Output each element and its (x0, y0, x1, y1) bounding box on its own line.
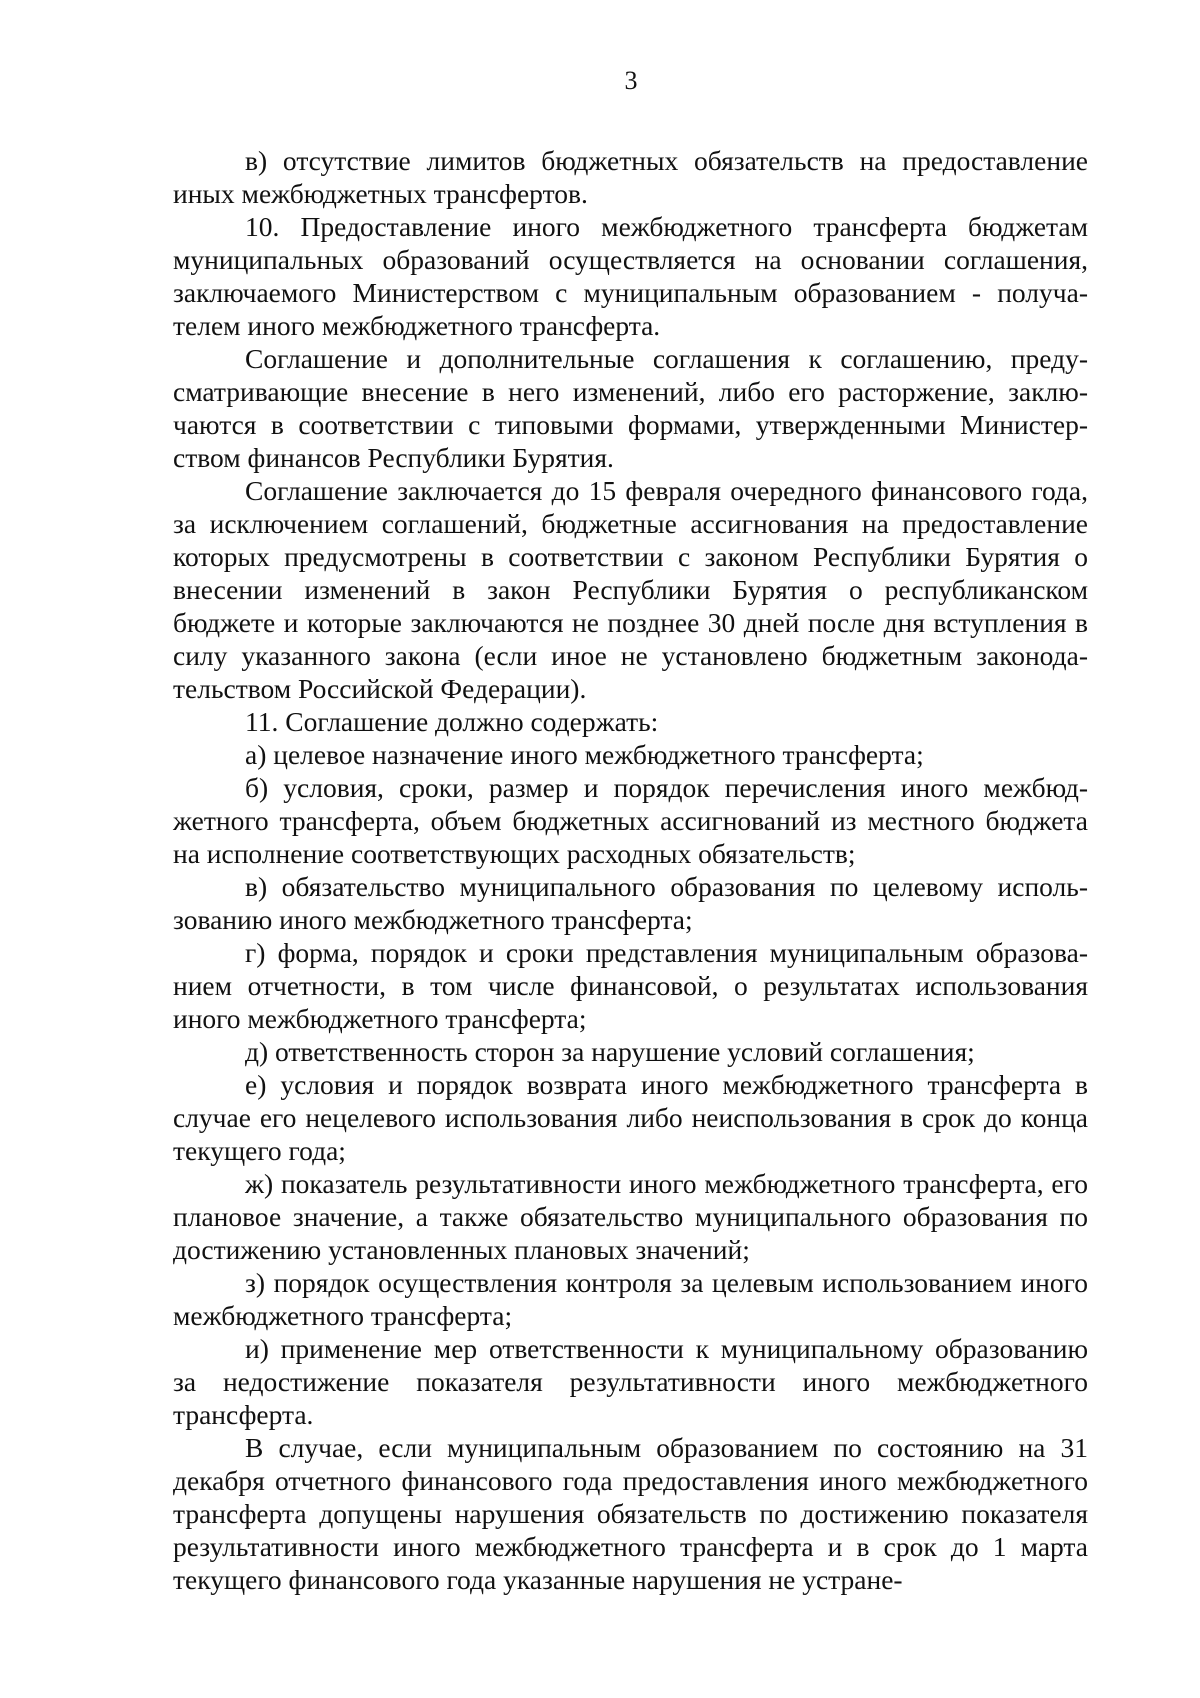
list-item-d: д) ответственность сторон за нарушение условий соглашения; (245, 1036, 975, 1067)
paragraph-limits-absence: в) отсутствие лимитов бюджетных обязательств на предоставление иных межбюджетных трансфертов. (173, 145, 1088, 209)
paragraph-agreement-deadline: Соглашение заключается до 15 февраля очередного финансового года, за исключением соглашений, бюджетные ассигнования на предоставление которых предусмотрены в соответствии с законом Республики Бурятия о внесении изменений в закон Республики Бурятия о республиканском бюджете и которые заключаются не позднее 30 дней после дня вступления в силу указанного закона (если иное не установлено бюджетным законодательством Российской Федерации). (173, 475, 1088, 704)
list-item-i: и) применение мер ответственности к муниципальному образованию за недостижение показателя результативности иного межбюджетного трансферта. (173, 1333, 1088, 1430)
list-item-z: з) порядок осуществления контроля за целевым использованием иного межбюджетного трансферта; (173, 1267, 1088, 1331)
list-item-a: а) целевое назначение иного межбюджетного трансферта; (245, 739, 924, 770)
list-item-v: в) обязательство муниципального образования по целевому использованию иного межбюджетного трансферта; (173, 871, 1088, 935)
list-item-b: б) условия, сроки, размер и порядок перечисления иного межбюджетного трансферта, объем бюджетных ассигнований из местного бюджета на исполнение соответствующих расходных обязательств; (173, 772, 1088, 869)
paragraph-10-agreement-basis: 10. Предоставление иного межбюджетного трансферта бюджетам муниципальных образований осуществляется на основании соглашения, заключаемого Министерством с муниципальным образованием - получателем иного межбюджетного трансферта. (173, 211, 1088, 341)
list-item-e: е) условия и порядок возврата иного межбюджетного трансферта в случае его нецелевого использования либо неиспользования в срок до конца текущего года; (173, 1069, 1088, 1166)
document-body (173, 144, 1088, 1596)
page-number: 3 (624, 66, 638, 95)
paragraph-11-agreement-contents: 11. Соглашение должно содержать: (245, 706, 659, 737)
paragraph-agreement-forms: Соглашение и дополнительные соглашения к соглашению, предусматривающие внесение в него изменений, либо его расторжение, заключаются в соответствии с типовыми формами, утвержденными Министерством финансов Республики Бурятия. (173, 343, 1088, 473)
list-item-g: г) форма, порядок и сроки представления муниципальным образованием отчетности, в том числе финансовой, о результатах использования иного межбюджетного трансферта; (173, 937, 1088, 1034)
list-item-zh: ж) показатель результативности иного межбюджетного трансферта, его плановое значение, а также обязательство муниципального образования по достижению установленных плановых значений; (173, 1168, 1088, 1265)
paragraph-violations-case: В случае, если муниципальным образованием по состоянию на 31 декабря отчетного финансового года предоставления иного межбюджетного трансферта допущены нарушения обязательств по достижению показателя результативности иного межбюджетного трансферта и в срок до 1 марта текущего финансового года указанные нарушения не устране- (173, 1432, 1088, 1595)
